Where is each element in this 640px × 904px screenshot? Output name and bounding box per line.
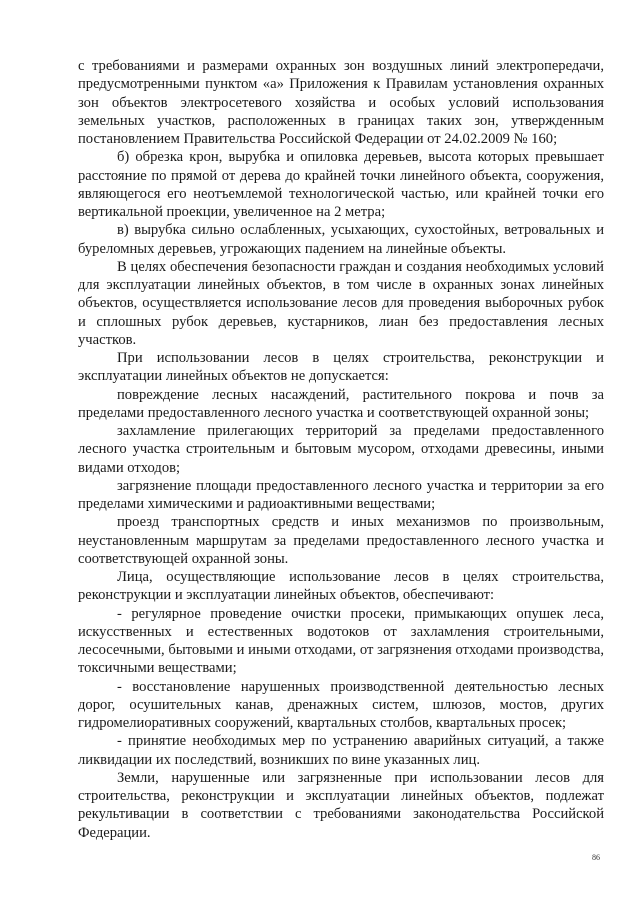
- paragraph-prohibition-damage: повреждение лесных насаждений, растительного покрова и почв за пределами предоставленного лесного участка и соответствующей охранной зоны;: [78, 386, 604, 421]
- paragraph-prohibition-vehicles: проезд транспортных средств и иных механизмов по произвольным, неустановленным маршрутам за пределами предоставленного лесного участка и соответствующей охранной зоны.: [78, 514, 604, 567]
- page-number: 86: [592, 853, 600, 862]
- paragraph-prohibition-pollution: загрязнение площади предоставленного лесного участка и территории за его пределами химическими и радиоактивными веществами;: [78, 477, 604, 512]
- paragraph-recultivation: Земли, нарушенные или загрязненные при использовании лесов для строительства, реконструкции и эксплуатации линейных объектов, подлежат рекультивации в соответствии с требованиями законодательства Российской Федерации.: [78, 769, 604, 841]
- paragraph-prohibitions-intro: При использовании лесов в целях строительства, реконструкции и эксплуатации линейных объектов не допускается:: [78, 350, 604, 385]
- paragraph-obligations-intro: Лица, осуществляющие использование лесов в целях строительства, реконструкции и эксплуатации линейных объектов, обеспечивают:: [78, 569, 604, 604]
- paragraph-obligation-restoration: - восстановление нарушенных производственной деятельностью лесных дорог, осушительных канав, дренажных систем, шлюзов, мостов, других гидромелиоративных сооружений, квартальных столбов, квартальных просек;: [78, 678, 604, 731]
- paragraph-obligation-cleaning: - регулярное проведение очистки просеки, примыкающих опушек леса, искусственных и естественных водотоков от захламления строительными, лесосечными, бытовыми и иными отходами, от загрязнения отходами производства, токсичными веществами;: [78, 605, 604, 677]
- paragraph-safety-logging: В целях обеспечения безопасности граждан и создания необходимых условий для эксплуатации линейных объектов, в том числе в охранных зонах линейных объектов, осуществляется использование лесов для проведения выборочных рубок и сплошных рубок деревьев, кустарников, лиан без предоставления лесных участков.: [78, 258, 604, 348]
- paragraph-continuation: с требованиями и размерами охранных зон воздушных линий электропередачи, предусмотренными пунктом «а» Приложения к Правилам установления охранных зон объектов электросетевого хозяйства и особых условий использования земельных участков, расположенных в границах таких зон, утвержденным постановлением Правительства Российской Федерации от 24.02.2009 № 160;: [78, 58, 604, 147]
- document-body: [78, 57, 604, 842]
- paragraph-obligation-emergency: - принятие необходимых мер по устранению аварийных ситуаций, а также ликвидации их последствий, возникших по вине указанных лиц.: [78, 733, 604, 768]
- paragraph-item-v: в) вырубка сильно ослабленных, усыхающих, сухостойных, ветровальных и буреломных деревьев, угрожающих падением на линейные объекты.: [78, 222, 604, 257]
- paragraph-item-b: б) обрезка крон, вырубка и опиловка деревьев, высота которых превышает расстояние по прямой от дерева до крайней точки линейного объекта, сооружения, являющегося его неотъемлемой технологической частью, или крайней точки его вертикальной проекции, увеличенное на 2 метра;: [78, 149, 604, 220]
- paragraph-prohibition-littering: захламление прилегающих территорий за пределами предоставленного лесного участка строительным и бытовым мусором, отходами древесины, иными видами отходов;: [78, 423, 604, 476]
